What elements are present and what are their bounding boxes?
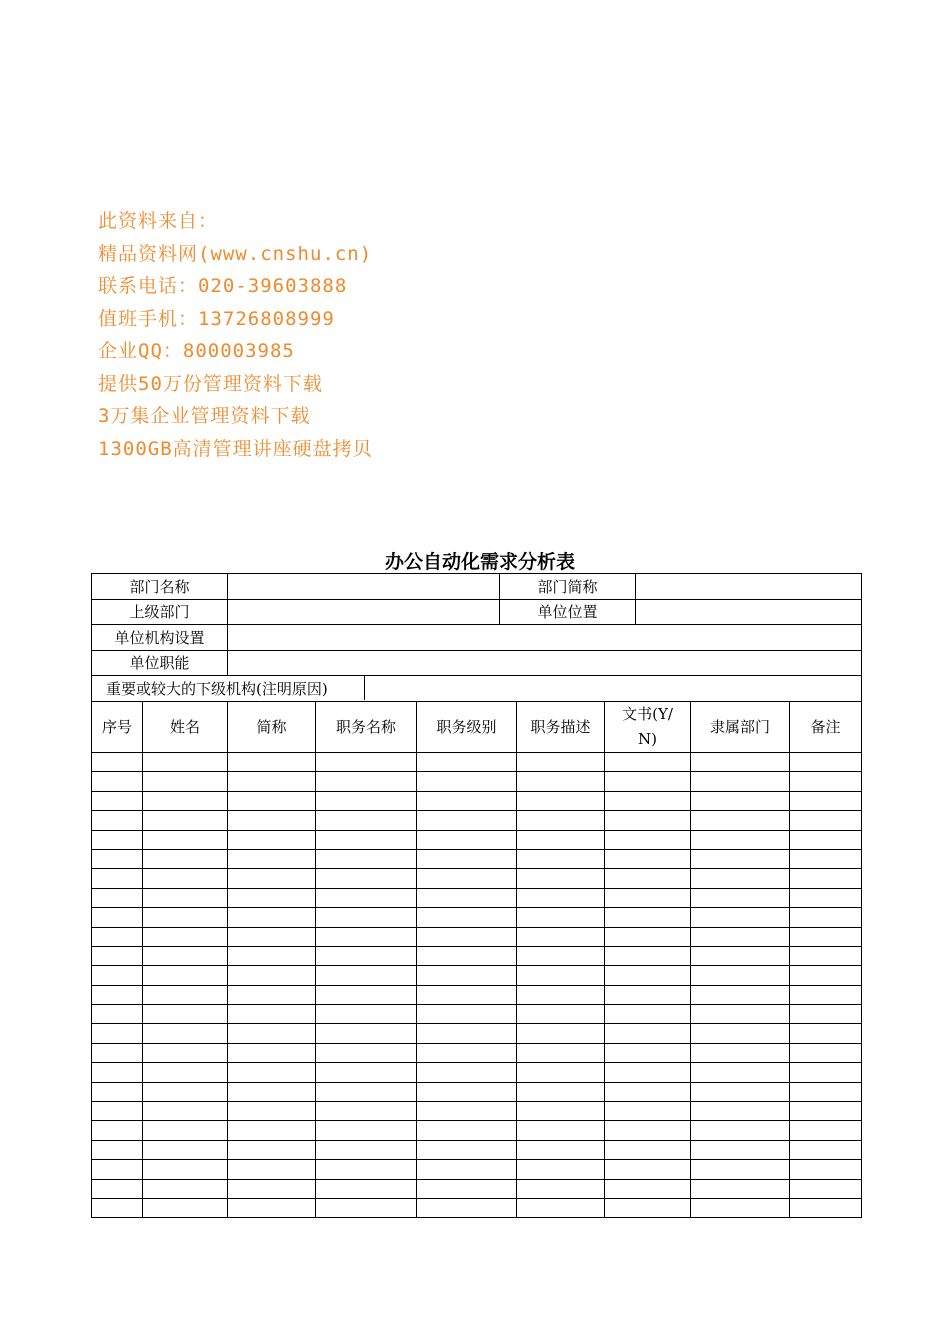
table-cell[interactable]: [605, 1179, 691, 1198]
table-cell[interactable]: [517, 811, 605, 830]
function-field[interactable]: [228, 650, 862, 676]
table-cell[interactable]: [417, 830, 517, 849]
table-cell[interactable]: [417, 1121, 517, 1140]
promo-block: [98, 205, 373, 465]
table-cell[interactable]: [517, 888, 605, 907]
table-row: [92, 1005, 862, 1024]
sub-org-field[interactable]: [364, 676, 861, 700]
table-cell[interactable]: [417, 811, 517, 830]
org-setup-field[interactable]: [228, 625, 862, 651]
table-row: [92, 1160, 862, 1179]
col-header-abbr: 简称: [228, 702, 316, 753]
table-cell[interactable]: [417, 791, 517, 810]
table-cell[interactable]: [517, 1198, 605, 1217]
table-row: [92, 772, 862, 791]
table-row: [92, 1024, 862, 1043]
table-cell[interactable]: [316, 1140, 417, 1159]
table-cell[interactable]: [417, 1063, 517, 1082]
table-cell[interactable]: [316, 1043, 417, 1062]
table-cell[interactable]: [517, 1121, 605, 1140]
table-cell[interactable]: [92, 1005, 143, 1024]
table-row: [92, 908, 862, 927]
table-cell[interactable]: [517, 830, 605, 849]
table-cell[interactable]: [143, 811, 228, 830]
table-cell[interactable]: [517, 1005, 605, 1024]
table-cell[interactable]: [417, 985, 517, 1004]
table-cell[interactable]: [605, 927, 691, 946]
table-cell[interactable]: [517, 1179, 605, 1198]
table-cell[interactable]: [417, 869, 517, 888]
table-cell[interactable]: [691, 1043, 790, 1062]
table-cell[interactable]: [92, 1024, 143, 1043]
table-cell[interactable]: [605, 772, 691, 791]
table-cell[interactable]: [92, 1198, 143, 1217]
function-label: 单位职能: [92, 650, 228, 676]
table-cell[interactable]: [605, 753, 691, 772]
col-header-title: 职务名称: [316, 702, 417, 753]
table-cell[interactable]: [691, 811, 790, 830]
staff-table-header: [92, 702, 862, 753]
promo-line: 1300GB高清管理讲座硬盘拷贝: [98, 437, 373, 460]
table-cell[interactable]: [790, 946, 862, 965]
sub-org-label: 重要或较大的下级机构(注明原因): [92, 676, 364, 700]
table-cell[interactable]: [691, 791, 790, 810]
table-cell[interactable]: [790, 811, 862, 830]
table-cell[interactable]: [143, 830, 228, 849]
table-cell[interactable]: [228, 1121, 316, 1140]
table-cell[interactable]: [92, 985, 143, 1004]
table-cell[interactable]: [691, 946, 790, 965]
table-cell[interactable]: [143, 1160, 228, 1179]
promo-line: 3万集企业管理资料下载: [98, 405, 311, 427]
function-row: [92, 650, 862, 676]
table-cell[interactable]: [605, 946, 691, 965]
table-cell[interactable]: [691, 1140, 790, 1159]
table-cell[interactable]: [605, 1140, 691, 1159]
promo-line: 此资料来自：: [98, 210, 219, 232]
table-cell[interactable]: [605, 1005, 691, 1024]
table-cell[interactable]: [143, 985, 228, 1004]
table-cell[interactable]: [691, 888, 790, 907]
table-cell[interactable]: [605, 1102, 691, 1121]
table-cell[interactable]: [790, 1024, 862, 1043]
table-cell[interactable]: [417, 1082, 517, 1101]
dept-info-table: [91, 573, 862, 702]
table-cell[interactable]: [517, 946, 605, 965]
table-cell[interactable]: [417, 1043, 517, 1062]
org-setup-label: 单位机构设置: [92, 625, 228, 651]
table-cell[interactable]: [517, 908, 605, 927]
table-cell[interactable]: [517, 869, 605, 888]
col-header-level: 职务级别: [417, 702, 517, 753]
table-cell[interactable]: [417, 1024, 517, 1043]
table-cell[interactable]: [417, 1179, 517, 1198]
table-row: [92, 1063, 862, 1082]
dept-name-row: [92, 574, 862, 600]
table-cell[interactable]: [605, 1063, 691, 1082]
table-row: [92, 1179, 862, 1198]
table-cell[interactable]: [517, 772, 605, 791]
table-cell[interactable]: [691, 849, 790, 868]
table-cell[interactable]: [605, 1082, 691, 1101]
table-cell[interactable]: [92, 1160, 143, 1179]
table-cell[interactable]: [228, 1043, 316, 1062]
table-cell[interactable]: [228, 1160, 316, 1179]
table-cell[interactable]: [691, 908, 790, 927]
table-cell[interactable]: [92, 1121, 143, 1140]
table-cell[interactable]: [228, 1082, 316, 1101]
table-cell[interactable]: [143, 753, 228, 772]
table-cell[interactable]: [417, 966, 517, 985]
dept-name-field[interactable]: [228, 574, 500, 600]
staff-table: [91, 701, 862, 1218]
table-cell[interactable]: [517, 1140, 605, 1159]
table-cell[interactable]: [790, 1082, 862, 1101]
table-row: [92, 1121, 862, 1140]
table-cell[interactable]: [790, 908, 862, 927]
table-cell[interactable]: [92, 1082, 143, 1101]
table-cell[interactable]: [316, 849, 417, 868]
table-cell[interactable]: [143, 927, 228, 946]
table-cell[interactable]: [517, 985, 605, 1004]
dept-abbr-label: 部门简称: [500, 574, 636, 600]
table-cell[interactable]: [92, 908, 143, 927]
table-cell[interactable]: [143, 1005, 228, 1024]
table-cell[interactable]: [790, 1063, 862, 1082]
table-cell[interactable]: [228, 1005, 316, 1024]
promo-line: 值班手机：13726808999: [98, 307, 335, 330]
table-row: [92, 888, 862, 907]
table-cell[interactable]: [228, 1102, 316, 1121]
table-cell[interactable]: [92, 966, 143, 985]
table-row: [92, 849, 862, 868]
table-cell[interactable]: [316, 1082, 417, 1101]
table-cell[interactable]: [316, 1063, 417, 1082]
table-cell[interactable]: [605, 908, 691, 927]
table-cell[interactable]: [790, 927, 862, 946]
col-header-index: 序号: [92, 702, 143, 753]
table-cell[interactable]: [228, 1063, 316, 1082]
table-row: [92, 1198, 862, 1217]
table-cell[interactable]: [143, 1063, 228, 1082]
table-cell[interactable]: [316, 1121, 417, 1140]
table-cell[interactable]: [691, 772, 790, 791]
table-cell[interactable]: [417, 1005, 517, 1024]
table-cell[interactable]: [228, 811, 316, 830]
table-cell[interactable]: [92, 772, 143, 791]
table-cell[interactable]: [417, 753, 517, 772]
table-cell[interactable]: [143, 1121, 228, 1140]
table-cell[interactable]: [517, 1082, 605, 1101]
table-cell[interactable]: [143, 946, 228, 965]
table-cell[interactable]: [92, 1140, 143, 1159]
promo-line: 企业QQ：800003985: [98, 340, 295, 362]
table-cell[interactable]: [605, 811, 691, 830]
table-cell[interactable]: [790, 1043, 862, 1062]
table-cell[interactable]: [92, 946, 143, 965]
table-cell[interactable]: [316, 1179, 417, 1198]
dept-name-label: 部门名称: [92, 574, 228, 600]
table-cell[interactable]: [605, 1160, 691, 1179]
table-cell[interactable]: [143, 772, 228, 791]
table-cell[interactable]: [228, 1198, 316, 1217]
table-cell[interactable]: [92, 753, 143, 772]
table-cell[interactable]: [790, 849, 862, 868]
table-cell[interactable]: [316, 772, 417, 791]
table-row: [92, 1102, 862, 1121]
parent-dept-row: [92, 599, 862, 625]
table-row: [92, 811, 862, 830]
table-cell[interactable]: [605, 1198, 691, 1217]
table-cell[interactable]: [517, 849, 605, 868]
sub-org-inner: [92, 676, 861, 700]
table-cell[interactable]: [605, 966, 691, 985]
table-cell[interactable]: [417, 849, 517, 868]
table-cell[interactable]: [228, 791, 316, 810]
table-cell[interactable]: [92, 1043, 143, 1062]
table-cell[interactable]: [92, 869, 143, 888]
col-header-notes: 备注: [790, 702, 862, 753]
table-cell[interactable]: [517, 1160, 605, 1179]
table-cell[interactable]: [143, 1024, 228, 1043]
table-cell[interactable]: [417, 1160, 517, 1179]
table-cell[interactable]: [92, 888, 143, 907]
table-cell[interactable]: [691, 1082, 790, 1101]
table-cell[interactable]: [228, 1179, 316, 1198]
table-row: [92, 753, 862, 772]
table-cell[interactable]: [605, 830, 691, 849]
table-cell[interactable]: [143, 791, 228, 810]
table-cell[interactable]: [605, 791, 691, 810]
table-cell[interactable]: [228, 927, 316, 946]
table-cell[interactable]: [316, 753, 417, 772]
table-cell[interactable]: [691, 869, 790, 888]
table-cell[interactable]: [517, 791, 605, 810]
table-cell[interactable]: [92, 791, 143, 810]
table-cell[interactable]: [790, 1102, 862, 1121]
table-cell[interactable]: [605, 888, 691, 907]
table-cell[interactable]: [228, 869, 316, 888]
table-cell[interactable]: [143, 1082, 228, 1101]
table-cell[interactable]: [417, 908, 517, 927]
table-cell[interactable]: [92, 1063, 143, 1082]
table-cell[interactable]: [790, 985, 862, 1004]
table-cell[interactable]: [417, 946, 517, 965]
promo-line: 精品资料网(www.cnshu.cn): [98, 242, 373, 265]
table-cell[interactable]: [605, 849, 691, 868]
table-cell[interactable]: [228, 1140, 316, 1159]
table-cell[interactable]: [143, 849, 228, 868]
table-cell[interactable]: [228, 985, 316, 1004]
table-cell[interactable]: [517, 1063, 605, 1082]
table-cell[interactable]: [605, 1121, 691, 1140]
table-cell[interactable]: [517, 927, 605, 946]
table-cell[interactable]: [517, 1024, 605, 1043]
table-cell[interactable]: [517, 753, 605, 772]
table-row: [92, 946, 862, 965]
table-cell[interactable]: [790, 869, 862, 888]
table-cell[interactable]: [316, 1024, 417, 1043]
table-cell[interactable]: [143, 888, 228, 907]
parent-dept-label: 上级部门: [92, 599, 228, 625]
table-cell[interactable]: [143, 1198, 228, 1217]
table-cell[interactable]: [790, 1179, 862, 1198]
table-row: [92, 985, 862, 1004]
table-cell[interactable]: [143, 1102, 228, 1121]
sub-org-cell: [92, 676, 862, 702]
table-row: [92, 1082, 862, 1101]
table-cell[interactable]: [691, 966, 790, 985]
table-cell[interactable]: [790, 830, 862, 849]
table-cell[interactable]: [417, 1102, 517, 1121]
table-row: [92, 927, 862, 946]
table-cell[interactable]: [143, 1179, 228, 1198]
table-cell[interactable]: [790, 1160, 862, 1179]
table-cell[interactable]: [691, 927, 790, 946]
table-cell[interactable]: [92, 927, 143, 946]
table-row: [92, 791, 862, 810]
table-cell[interactable]: [605, 1043, 691, 1062]
location-field[interactable]: [636, 599, 862, 625]
table-row: [92, 966, 862, 985]
table-cell[interactable]: [316, 830, 417, 849]
staff-table-body: [92, 753, 862, 1218]
table-cell[interactable]: [316, 1198, 417, 1217]
table-cell[interactable]: [517, 1102, 605, 1121]
table-cell[interactable]: [605, 1024, 691, 1043]
table-cell[interactable]: [417, 1140, 517, 1159]
col-header-description: 职务描述: [517, 702, 605, 753]
table-cell[interactable]: [316, 791, 417, 810]
table-cell[interactable]: [316, 811, 417, 830]
table-cell[interactable]: [92, 830, 143, 849]
table-cell[interactable]: [316, 927, 417, 946]
table-row: [92, 830, 862, 849]
table-cell[interactable]: [691, 1005, 790, 1024]
parent-dept-field[interactable]: [228, 599, 500, 625]
table-cell[interactable]: [417, 1198, 517, 1217]
table-cell[interactable]: [228, 1024, 316, 1043]
table-cell[interactable]: [417, 927, 517, 946]
table-cell[interactable]: [228, 830, 316, 849]
table-cell[interactable]: [228, 772, 316, 791]
table-cell[interactable]: [92, 1179, 143, 1198]
table-cell[interactable]: [691, 830, 790, 849]
col-header-affiliation: 隶属部门: [691, 702, 790, 753]
table-cell[interactable]: [316, 888, 417, 907]
table-cell[interactable]: [790, 791, 862, 810]
table-cell[interactable]: [228, 946, 316, 965]
table-cell[interactable]: [691, 985, 790, 1004]
col-header-name: 姓名: [143, 702, 228, 753]
table-cell[interactable]: [316, 946, 417, 965]
table-cell[interactable]: [92, 1102, 143, 1121]
table-cell[interactable]: [691, 1121, 790, 1140]
table-cell[interactable]: [228, 753, 316, 772]
table-cell[interactable]: [517, 1043, 605, 1062]
table-cell[interactable]: [691, 1024, 790, 1043]
table-cell[interactable]: [790, 1198, 862, 1217]
table-cell[interactable]: [316, 1102, 417, 1121]
table-cell[interactable]: [228, 888, 316, 907]
table-cell[interactable]: [790, 1005, 862, 1024]
table-cell[interactable]: [143, 1140, 228, 1159]
table-row: [92, 869, 862, 888]
promo-line: 联系电话：020-39603888: [98, 275, 348, 297]
table-row: [92, 1140, 862, 1159]
table-cell[interactable]: [228, 966, 316, 985]
table-cell[interactable]: [143, 869, 228, 888]
table-cell[interactable]: [790, 1140, 862, 1159]
table-cell[interactable]: [691, 1102, 790, 1121]
table-cell[interactable]: [517, 966, 605, 985]
promo-line: 提供50万份管理资料下载: [98, 372, 323, 395]
table-cell[interactable]: [790, 753, 862, 772]
table-cell[interactable]: [605, 985, 691, 1004]
table-cell[interactable]: [417, 772, 517, 791]
table-cell[interactable]: [691, 1063, 790, 1082]
dept-abbr-field[interactable]: [636, 574, 862, 600]
table-cell[interactable]: [316, 1005, 417, 1024]
sub-org-row: [92, 676, 862, 702]
location-label: 单位位置: [500, 599, 636, 625]
table-cell[interactable]: [228, 849, 316, 868]
table-cell[interactable]: [92, 849, 143, 868]
table-cell[interactable]: [790, 888, 862, 907]
table-cell[interactable]: [316, 966, 417, 985]
table-cell[interactable]: [605, 869, 691, 888]
table-cell[interactable]: [92, 811, 143, 830]
table-cell[interactable]: [143, 966, 228, 985]
table-cell[interactable]: [316, 908, 417, 927]
form-title: 办公自动化需求分析表: [384, 551, 575, 573]
table-cell[interactable]: [691, 753, 790, 772]
table-row: [92, 1043, 862, 1062]
table-cell[interactable]: [143, 1043, 228, 1062]
table-cell[interactable]: [790, 966, 862, 985]
table-cell[interactable]: [228, 908, 316, 927]
col-header-clerical: 文书(Y/N): [605, 702, 691, 753]
table-cell[interactable]: [417, 888, 517, 907]
table-cell[interactable]: [316, 985, 417, 1004]
table-cell[interactable]: [316, 1160, 417, 1179]
table-cell[interactable]: [316, 869, 417, 888]
table-cell[interactable]: [143, 908, 228, 927]
table-cell[interactable]: [691, 1160, 790, 1179]
table-cell[interactable]: [790, 1121, 862, 1140]
org-setup-row: [92, 625, 862, 651]
table-cell[interactable]: [790, 772, 862, 791]
table-cell[interactable]: [691, 1179, 790, 1198]
table-cell[interactable]: [691, 1198, 790, 1217]
